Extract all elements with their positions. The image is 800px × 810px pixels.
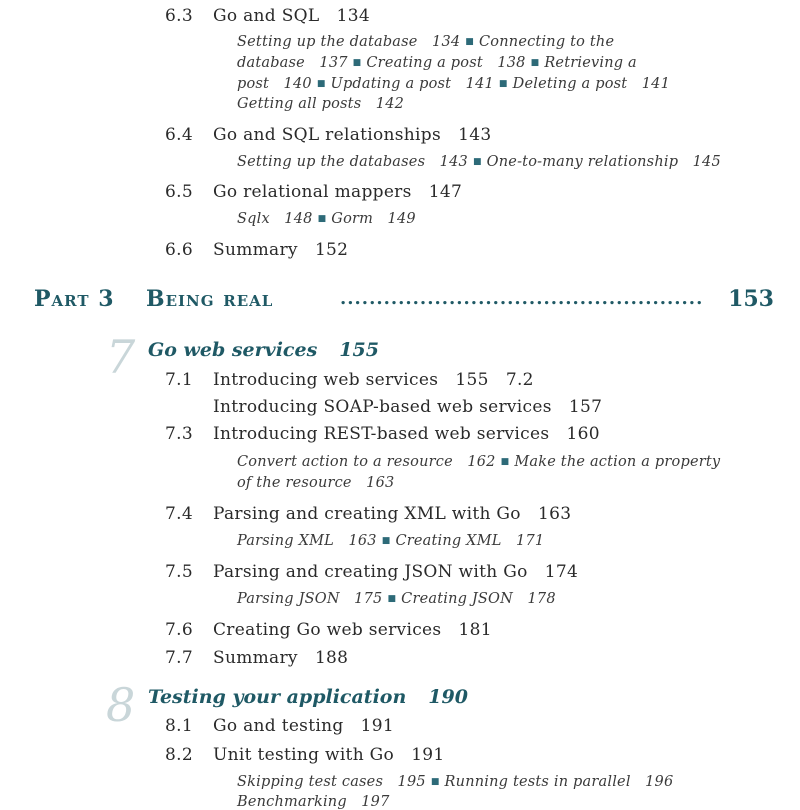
section-number: 7.3 bbox=[165, 424, 193, 444]
section-number: 8.2 bbox=[165, 745, 193, 765]
subsection-line: post 140 ■ Updating a post 141 ■ Deleting a post 141 bbox=[237, 76, 671, 92]
section-number: 7.6 bbox=[165, 620, 193, 640]
section-number: 8.1 bbox=[165, 716, 193, 736]
subsection-line: database 137 ■ Creating a post 138 ■ Retrieving a bbox=[237, 55, 637, 71]
section-title: Go relational mappers 147 bbox=[213, 182, 463, 202]
section-title: Go and testing 191 bbox=[213, 716, 394, 736]
section-title: Creating Go web services 181 bbox=[213, 620, 492, 640]
section-title: Summary 188 bbox=[213, 648, 349, 668]
chapter-title: Go web services 155 bbox=[148, 339, 379, 361]
subsection-line: Parsing JSON 175 ■ Creating JSON 178 bbox=[237, 591, 556, 607]
section-title: Unit testing with Go 191 bbox=[213, 745, 445, 765]
section-number: 6.3 bbox=[165, 6, 193, 26]
part-heading bbox=[34, 286, 774, 318]
section-title: Introducing web services 155 7.2 bbox=[213, 370, 534, 390]
section-title: Parsing and creating JSON with Go 174 bbox=[213, 562, 579, 582]
section-number: 7.7 bbox=[165, 648, 193, 668]
section-title: Parsing and creating XML with Go 163 bbox=[213, 504, 572, 524]
section-title: Summary 152 bbox=[213, 240, 349, 260]
part-title: Being real bbox=[146, 286, 274, 312]
subsection-line: Setting up the database 134 ■ Connecting to the bbox=[237, 34, 615, 50]
leader-dots: .................................................. bbox=[340, 288, 704, 309]
section-title: Introducing REST-based web services 160 bbox=[213, 424, 600, 444]
subsection-line: Setting up the databases 143 ■ One-to-many relationship 145 bbox=[237, 154, 721, 170]
chapter-title: Testing your application 190 bbox=[148, 686, 468, 708]
section-number: 6.6 bbox=[165, 240, 193, 260]
section-number: 6.5 bbox=[165, 182, 193, 202]
subsection-line: Benchmarking 197 bbox=[237, 794, 390, 810]
part-label: Part 3 bbox=[34, 286, 115, 312]
section-title: Go and SQL relationships 143 bbox=[213, 125, 492, 145]
section-number: 6.4 bbox=[165, 125, 193, 145]
section-number: 7.5 bbox=[165, 562, 193, 582]
section-number: 7.1 bbox=[165, 370, 193, 390]
section-number: 7.4 bbox=[165, 504, 193, 524]
subsection-line: Convert action to a resource 162 ■ Make the action a property bbox=[237, 454, 721, 470]
chapter-number: 7 bbox=[106, 330, 136, 384]
part-page-number: 153 bbox=[728, 286, 774, 312]
section-title: Introducing SOAP-based web services 157 bbox=[213, 397, 603, 417]
subsection-line: Parsing XML 163 ■ Creating XML 171 bbox=[237, 533, 545, 549]
subsection-line: of the resource 163 bbox=[237, 475, 395, 491]
subsection-line: Getting all posts 142 bbox=[237, 96, 405, 112]
chapter-number: 8 bbox=[106, 678, 136, 732]
subsection-line: Sqlx 148 ■ Gorm 149 bbox=[237, 211, 416, 227]
section-title: Go and SQL 134 bbox=[213, 6, 370, 26]
subsection-line: Skipping test cases 195 ■ Running tests in parallel 196 bbox=[237, 774, 674, 790]
